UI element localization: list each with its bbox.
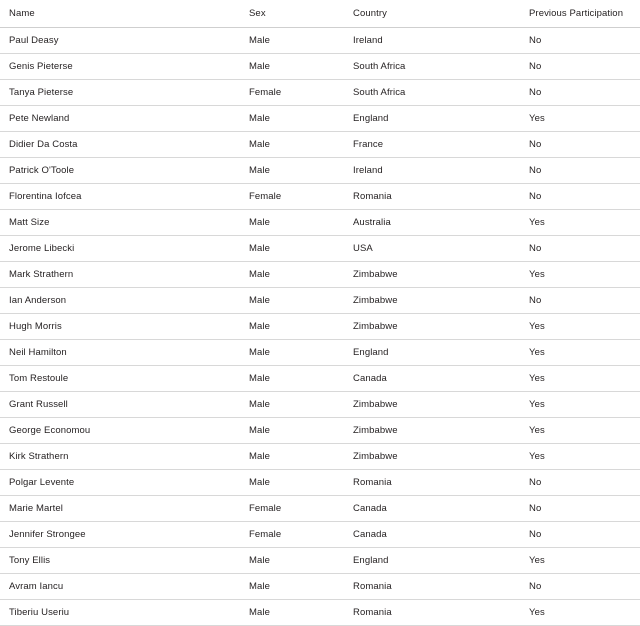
cell-name-label: Tom Restoule — [9, 373, 69, 384]
cell-name — [0, 106, 240, 132]
cell-name — [0, 548, 240, 574]
cell-name-label: Marie Martel — [9, 503, 63, 514]
column-header-name — [0, 0, 240, 28]
cell-country-label: Zimbabwe — [353, 269, 398, 280]
cell-sex-label: Male — [249, 399, 270, 410]
cell-sex-label: Male — [249, 295, 270, 306]
cell-sex-label: Male — [249, 451, 270, 462]
cell-name — [0, 132, 240, 158]
column-header-country-label: Country — [353, 8, 387, 19]
cell-country-label: Romania — [353, 581, 392, 592]
cell-name-label: Neil Hamilton — [9, 347, 67, 358]
cell-name — [0, 54, 240, 80]
cell-country — [344, 184, 520, 210]
cell-name-label: Tiberiu Useriu — [9, 607, 70, 618]
column-header-previous-participation-label: Previous Participation — [529, 8, 624, 19]
cell-name-label: Didier Da Costa — [9, 139, 78, 150]
cell-name-label: Grant Russell — [9, 399, 68, 410]
cell-previous-participation — [520, 28, 640, 54]
cell-country — [344, 574, 520, 600]
cell-country-label: France — [353, 139, 384, 150]
table-row — [0, 288, 640, 314]
cell-previous-participation-label: Yes — [529, 451, 545, 462]
cell-name — [0, 496, 240, 522]
table-header — [0, 0, 640, 28]
table-row — [0, 28, 640, 54]
cell-country — [344, 392, 520, 418]
cell-country-label: Canada — [353, 503, 387, 514]
cell-name — [0, 80, 240, 106]
cell-previous-participation — [520, 522, 640, 548]
cell-country — [344, 262, 520, 288]
table-row — [0, 366, 640, 392]
cell-sex — [240, 496, 344, 522]
cell-country-label: Ireland — [353, 35, 383, 46]
cell-name-label: Jerome Libecki — [9, 243, 75, 254]
cell-country-label: Romania — [353, 477, 392, 488]
cell-sex — [240, 522, 344, 548]
cell-sex-label: Female — [249, 191, 282, 202]
cell-sex-label: Female — [249, 529, 282, 540]
cell-country-label: USA — [353, 243, 373, 254]
cell-country — [344, 600, 520, 626]
cell-sex — [240, 132, 344, 158]
cell-previous-participation-label: Yes — [529, 607, 545, 618]
cell-sex — [240, 340, 344, 366]
cell-name-label: Polgar Levente — [9, 477, 75, 488]
cell-sex-label: Female — [249, 87, 282, 98]
cell-country-label: Zimbabwe — [353, 425, 398, 436]
cell-previous-participation-label: Yes — [529, 425, 545, 436]
cell-name-label: Tanya Pieterse — [9, 87, 74, 98]
cell-previous-participation-label: No — [529, 139, 542, 150]
cell-sex — [240, 444, 344, 470]
table-row — [0, 418, 640, 444]
cell-sex — [240, 158, 344, 184]
cell-sex-label: Male — [249, 373, 270, 384]
cell-country — [344, 54, 520, 80]
cell-name — [0, 600, 240, 626]
column-header-previous-participation — [520, 0, 640, 28]
cell-country — [344, 470, 520, 496]
table-row — [0, 548, 640, 574]
cell-sex-label: Male — [249, 165, 270, 176]
cell-sex — [240, 470, 344, 496]
table-row — [0, 262, 640, 288]
column-header-sex-label: Sex — [249, 8, 266, 19]
cell-previous-participation-label: No — [529, 165, 542, 176]
cell-sex-label: Male — [249, 113, 270, 124]
table-row — [0, 340, 640, 366]
cell-sex — [240, 262, 344, 288]
cell-sex-label: Male — [249, 139, 270, 150]
cell-sex — [240, 600, 344, 626]
table-row — [0, 314, 640, 340]
cell-previous-participation — [520, 340, 640, 366]
table-row — [0, 54, 640, 80]
cell-sex-label: Male — [249, 321, 270, 332]
cell-country-label: Romania — [353, 191, 392, 202]
cell-country-label: Ireland — [353, 165, 383, 176]
cell-sex — [240, 184, 344, 210]
cell-previous-participation-label: Yes — [529, 373, 545, 384]
cell-sex-label: Male — [249, 61, 270, 72]
table-row — [0, 522, 640, 548]
cell-previous-participation — [520, 574, 640, 600]
cell-sex-label: Male — [249, 347, 270, 358]
cell-previous-participation — [520, 184, 640, 210]
table-row — [0, 132, 640, 158]
cell-sex — [240, 28, 344, 54]
cell-previous-participation-label: No — [529, 35, 542, 46]
cell-country — [344, 28, 520, 54]
cell-name-label: Florentina Iofcea — [9, 191, 82, 202]
cell-previous-participation-label: No — [529, 191, 542, 202]
cell-previous-participation — [520, 236, 640, 262]
cell-previous-participation — [520, 54, 640, 80]
cell-name — [0, 418, 240, 444]
cell-previous-participation-label: Yes — [529, 113, 545, 124]
cell-sex — [240, 236, 344, 262]
cell-name — [0, 210, 240, 236]
table-row — [0, 444, 640, 470]
cell-previous-participation — [520, 210, 640, 236]
cell-country — [344, 80, 520, 106]
cell-sex — [240, 392, 344, 418]
cell-name-label: Hugh Morris — [9, 321, 62, 332]
table-row — [0, 184, 640, 210]
cell-name-label: Avram Iancu — [9, 581, 64, 592]
cell-previous-participation — [520, 80, 640, 106]
cell-name-label: Jennifer Strongee — [9, 529, 86, 540]
table-row — [0, 470, 640, 496]
cell-previous-participation — [520, 600, 640, 626]
cell-country-label: Zimbabwe — [353, 399, 398, 410]
cell-previous-participation — [520, 106, 640, 132]
cell-country-label: England — [353, 347, 389, 358]
table-row — [0, 600, 640, 626]
cell-sex-label: Male — [249, 217, 270, 228]
cell-previous-participation — [520, 444, 640, 470]
cell-previous-participation — [520, 418, 640, 444]
cell-previous-participation-label: No — [529, 295, 542, 306]
cell-country-label: Zimbabwe — [353, 321, 398, 332]
cell-sex — [240, 80, 344, 106]
cell-previous-participation — [520, 392, 640, 418]
cell-sex-label: Male — [249, 477, 270, 488]
cell-name-label: Tony Ellis — [9, 555, 51, 566]
table-row — [0, 80, 640, 106]
cell-country — [344, 106, 520, 132]
cell-previous-participation — [520, 262, 640, 288]
cell-sex — [240, 210, 344, 236]
cell-name — [0, 444, 240, 470]
cell-sex — [240, 314, 344, 340]
cell-name — [0, 366, 240, 392]
cell-country — [344, 210, 520, 236]
cell-country — [344, 288, 520, 314]
cell-name — [0, 574, 240, 600]
cell-sex-label: Male — [249, 243, 270, 254]
cell-sex — [240, 418, 344, 444]
cell-country-label: England — [353, 555, 389, 566]
cell-name — [0, 262, 240, 288]
cell-previous-participation-label: Yes — [529, 217, 545, 228]
cell-country — [344, 444, 520, 470]
cell-country-label: England — [353, 113, 389, 124]
cell-previous-participation — [520, 158, 640, 184]
cell-name — [0, 28, 240, 54]
cell-sex-label: Male — [249, 35, 270, 46]
table-row — [0, 106, 640, 132]
cell-name — [0, 158, 240, 184]
cell-name — [0, 392, 240, 418]
cell-sex-label: Male — [249, 581, 270, 592]
cell-sex-label: Female — [249, 503, 282, 514]
cell-country-label: Zimbabwe — [353, 451, 398, 462]
cell-country — [344, 496, 520, 522]
cell-name-label: Patrick O'Toole — [9, 165, 75, 176]
cell-country — [344, 158, 520, 184]
cell-country — [344, 522, 520, 548]
cell-name — [0, 470, 240, 496]
cell-country — [344, 418, 520, 444]
cell-name — [0, 522, 240, 548]
table-header-row — [0, 0, 640, 28]
cell-previous-participation — [520, 288, 640, 314]
cell-country — [344, 340, 520, 366]
cell-name-label: George Economou — [9, 425, 91, 436]
table-row — [0, 392, 640, 418]
cell-sex — [240, 54, 344, 80]
cell-previous-participation-label: Yes — [529, 399, 545, 410]
cell-sex — [240, 548, 344, 574]
table-row — [0, 158, 640, 184]
cell-country — [344, 314, 520, 340]
cell-name-label: Mark Strathern — [9, 269, 74, 280]
table-row — [0, 496, 640, 522]
cell-country-label: Australia — [353, 217, 391, 228]
cell-previous-participation-label: Yes — [529, 347, 545, 358]
cell-previous-participation — [520, 470, 640, 496]
cell-name — [0, 236, 240, 262]
cell-country-label: Canada — [353, 529, 387, 540]
table-row — [0, 210, 640, 236]
cell-previous-participation-label: Yes — [529, 269, 545, 280]
cell-sex-label: Male — [249, 269, 270, 280]
cell-country-label: South Africa — [353, 61, 406, 72]
cell-name-label: Genis Pieterse — [9, 61, 73, 72]
column-header-country — [344, 0, 520, 28]
cell-name-label: Matt Size — [9, 217, 50, 228]
cell-sex-label: Male — [249, 607, 270, 618]
cell-previous-participation — [520, 366, 640, 392]
cell-sex — [240, 574, 344, 600]
cell-sex — [240, 106, 344, 132]
cell-previous-participation-label: Yes — [529, 321, 545, 332]
cell-name — [0, 184, 240, 210]
cell-name-label: Pete Newland — [9, 113, 70, 124]
cell-previous-participation-label: No — [529, 581, 542, 592]
cell-name — [0, 340, 240, 366]
cell-previous-participation-label: No — [529, 61, 542, 72]
cell-previous-participation-label: No — [529, 243, 542, 254]
cell-country — [344, 366, 520, 392]
cell-country-label: Zimbabwe — [353, 295, 398, 306]
cell-previous-participation-label: No — [529, 477, 542, 488]
cell-name — [0, 288, 240, 314]
cell-previous-participation-label: No — [529, 87, 542, 98]
cell-previous-participation — [520, 132, 640, 158]
cell-country-label: Canada — [353, 373, 387, 384]
cell-previous-participation — [520, 548, 640, 574]
column-header-name-label: Name — [9, 8, 35, 19]
cell-previous-participation-label: No — [529, 503, 542, 514]
cell-sex-label: Male — [249, 555, 270, 566]
cell-country — [344, 548, 520, 574]
cell-sex — [240, 288, 344, 314]
table-body — [0, 28, 640, 626]
cell-country-label: South Africa — [353, 87, 406, 98]
cell-name-label: Kirk Strathern — [9, 451, 69, 462]
cell-previous-participation — [520, 496, 640, 522]
cell-name — [0, 314, 240, 340]
cell-previous-participation — [520, 314, 640, 340]
cell-previous-participation-label: No — [529, 529, 542, 540]
table-row — [0, 236, 640, 262]
cell-country — [344, 132, 520, 158]
cell-name-label: Paul Deasy — [9, 35, 59, 46]
table-row — [0, 574, 640, 600]
cell-name-label: Ian Anderson — [9, 295, 67, 306]
cell-previous-participation-label: Yes — [529, 555, 545, 566]
column-header-sex — [240, 0, 344, 28]
cell-country — [344, 236, 520, 262]
cell-country-label: Romania — [353, 607, 392, 618]
cell-sex-label: Male — [249, 425, 270, 436]
cell-sex — [240, 366, 344, 392]
